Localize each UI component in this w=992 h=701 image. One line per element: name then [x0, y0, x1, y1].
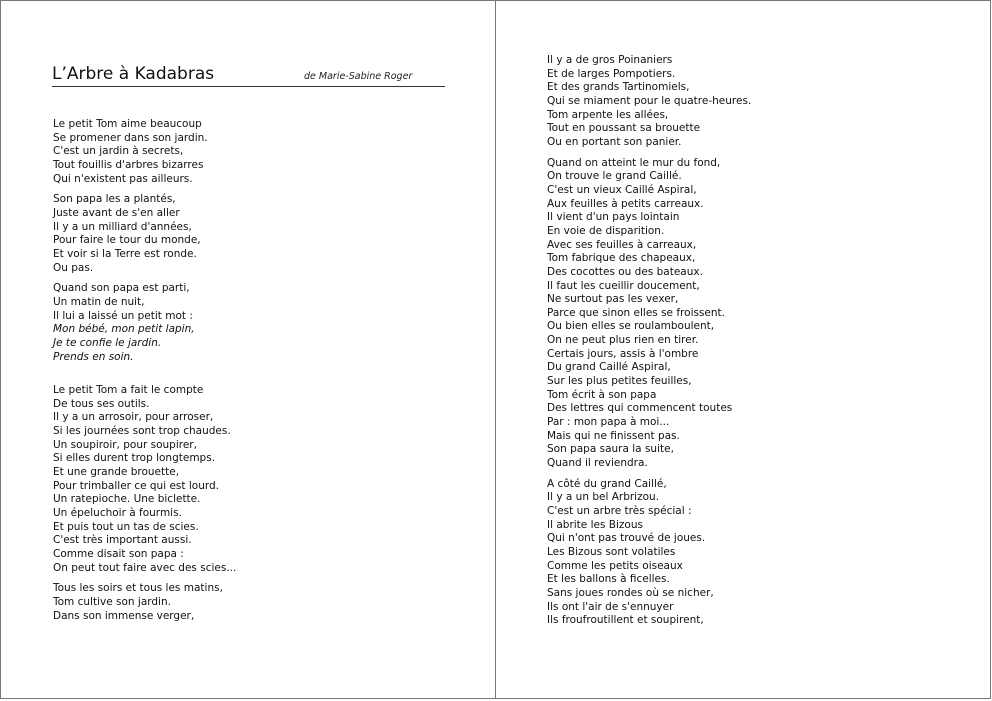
poem-line: Ils froufroutillent et soupirent, — [547, 614, 704, 627]
poem-line: On ne peut plus rien en tirer. — [547, 334, 699, 347]
stanza — [53, 118, 236, 186]
poem-line: Il lui a laissé un petit mot : — [53, 309, 193, 322]
stanza — [547, 157, 751, 471]
poem-line: Se promener dans son jardin. — [53, 131, 208, 144]
poem-line: C'est un jardin à secrets, — [53, 145, 184, 158]
poem-line: Juste avant de s'en aller — [53, 206, 180, 219]
poem-line: Tom fabrique des chapeaux, — [547, 252, 696, 265]
poem-line: C'est un vieux Caillé Aspiral, — [547, 183, 697, 196]
poem-line: Tom cultive son jardin. — [53, 596, 171, 608]
poem-line: Des cocottes ou des bateaux. — [547, 265, 703, 278]
poem-line: Il abrite les Bizous — [547, 518, 643, 531]
stanza — [53, 582, 236, 623]
poem-line: Et une grande brouette, — [53, 466, 180, 479]
poem-line: Quand son papa est parti, — [53, 282, 190, 295]
left-column — [53, 118, 236, 623]
poem-line: Mon bébé, mon petit lapin, — [53, 323, 195, 336]
poem-line: Avec ses feuilles à carreaux, — [547, 238, 697, 251]
stanza — [547, 54, 751, 150]
poem-line: Certais jours, assis à l'ombre — [547, 347, 699, 360]
poem-line: Et de larges Pompotiers. — [547, 67, 676, 80]
poem-line: Des lettres qui commencent toutes — [547, 402, 733, 415]
poem-line: Les Bizous sont volatiles — [547, 545, 676, 558]
stanza — [53, 282, 236, 364]
poem-line: Par : mon papa à moi... — [547, 416, 670, 429]
poem-line: Comme les petits oiseaux — [547, 559, 683, 572]
poem-line: Et des grands Tartinomiels, — [547, 81, 690, 94]
poem-line: Tom arpente les allées, — [547, 108, 669, 121]
poem-line: Et les ballons à ficelles. — [547, 573, 670, 586]
poem-line: Prends en soin. — [53, 350, 134, 363]
poem-line: Ou en portant son panier. — [547, 135, 682, 148]
poem-line: Un matin de nuit, — [53, 295, 145, 308]
poem-title: L’Arbre à Kadabras — [52, 64, 215, 84]
poem-line: Tout fouillis d'arbres bizarres — [53, 158, 204, 171]
poem-line: Pour trimballer ce qui est lourd. — [53, 479, 219, 492]
poem-line: Et voir si la Terre est ronde. — [53, 247, 197, 260]
poem-line: Tous les soirs et tous les matins, — [53, 582, 223, 595]
poem-line: Dans son immense verger, — [53, 609, 195, 622]
poem-line: Aux feuilles à petits carreaux. — [547, 197, 704, 210]
poem-line: Il vient d'un pays lointain — [547, 211, 680, 224]
poem-line: Comme disait son papa : — [53, 548, 184, 561]
poem-author: de Marie-Sabine Roger — [304, 71, 413, 82]
left-page — [0, 0, 495, 699]
poem-line: Quand il reviendra. — [547, 457, 648, 470]
poem-line: Quand on atteint le mur du fond, — [547, 156, 721, 169]
poem-line: Sans joues rondes où se nicher, — [547, 586, 714, 599]
poem-line: Je te confie le jardin. — [53, 336, 162, 349]
poem-line: Il y a un milliard d'années, — [53, 220, 192, 233]
poem-line: Qui n'existent pas ailleurs. — [53, 172, 193, 185]
poem-line: Ne surtout pas les vexer, — [547, 293, 679, 306]
poem-line: Si les journées sont trop chaudes. — [53, 425, 231, 438]
poem-line: Un épeluchoir à fourmis. — [53, 507, 182, 520]
poem-line: Sur les plus petites feuilles, — [547, 375, 692, 388]
poem-line: Ils ont l'air de s'ennuyer — [547, 600, 674, 613]
poem-line: Et puis tout un tas de scies. — [53, 520, 199, 533]
poem-line: Ou pas. — [53, 261, 94, 274]
poem-line: Son papa saura la suite, — [547, 443, 674, 456]
stanza — [53, 193, 236, 275]
poem-line: C'est très important aussi. — [53, 534, 192, 547]
poem-line: Tom écrit à son papa — [547, 388, 657, 401]
poem-line: Il y a un arrosoir, pour arroser, — [53, 411, 214, 424]
poem-line: Mais qui ne finissent pas. — [547, 429, 680, 442]
poem-line: Pour faire le tour du monde, — [53, 234, 201, 247]
right-page — [496, 0, 991, 699]
poem-header — [52, 62, 445, 87]
poem-line: Ou bien elles se roulamboulent, — [547, 320, 715, 333]
poem-line: A côté du grand Caillé, — [547, 477, 667, 490]
poem-line: Un ratepioche. Une biclette. — [53, 493, 201, 506]
poem-line: Il y a de gros Poinaniers — [547, 54, 673, 66]
poem-line: C'est un arbre très spécial : — [547, 505, 692, 517]
poem-line: Le petit Tom a fait le compte — [53, 384, 204, 397]
poem-line: Tout en poussant sa brouette — [547, 122, 701, 135]
poem-line: Du grand Caillé Aspiral, — [547, 361, 671, 374]
stanza — [53, 384, 236, 575]
poem-line: Qui n'ont pas trouvé de joues. — [547, 532, 706, 545]
poem-line: Si elles durent trop longtemps. — [53, 452, 216, 465]
poem-line: Son papa les a plantés, — [53, 193, 176, 206]
poem-line: Il y a un bel Arbrizou. — [547, 491, 660, 504]
poem-line: On trouve le grand Caillé. — [547, 170, 682, 183]
poem-line: De tous ses outils. — [53, 397, 150, 410]
poem-line: On peut tout faire avec des scies... — [53, 561, 237, 574]
poem-line: Le petit Tom aime beaucoup — [53, 118, 202, 130]
stanza — [547, 478, 751, 628]
poem-line: Qui se miament pour le quatre-heures. — [547, 94, 752, 107]
poem-line: Il faut les cueillir doucement, — [547, 279, 700, 292]
poem-line: En voie de disparition. — [547, 224, 665, 237]
poem-line: Un soupiroir, pour soupirer, — [53, 438, 197, 451]
right-column — [547, 54, 751, 628]
poem-line: Parce que sinon elles se froissent. — [547, 306, 725, 319]
